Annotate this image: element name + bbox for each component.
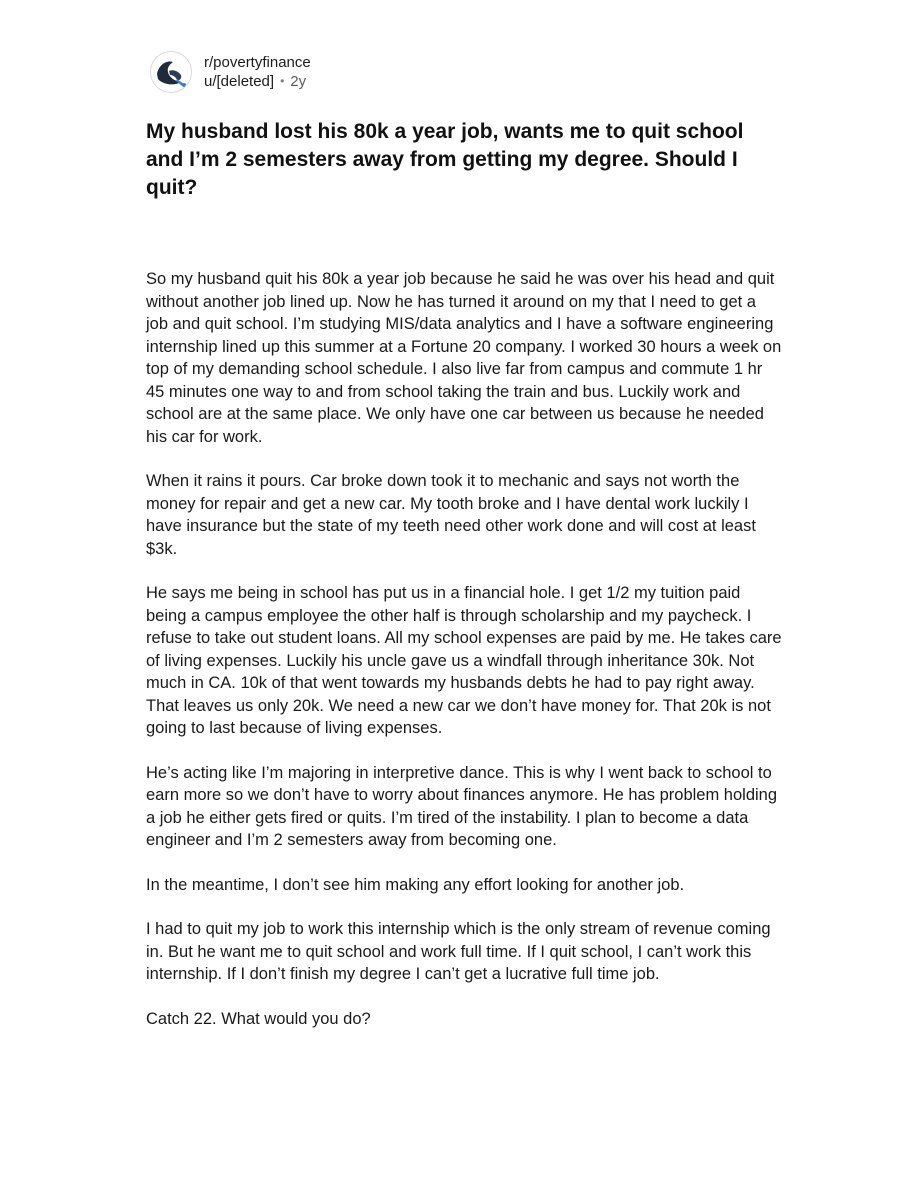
byline [204,72,311,91]
post-title[interactable]: My husband lost his 80k a year job, wants me to quit school and I’m 2 semesters away from getting my degree. Should I quit? [146,120,744,199]
post-meta [204,53,311,91]
subreddit-avatar-icon[interactable] [150,51,192,93]
post-body [146,268,782,1052]
post-paragraph: He says me being in school has put us in a financial hole. I get 1/2 my tuition paid being a campus employee the other half is through scholarship and my paycheck. I refuse to take out student loans. All my school expenses are paid by me. He takes care of living expenses. Luckily his uncle gave us a windfall through inheritance 30k. Not much in CA. 10k of that went towards my husbands debts he had to pay right away. That leaves us only 20k. We need a new car we don’t have money for. That 20k is not going to last because of living expenses. [146,584,782,737]
post-header [150,50,311,94]
post-paragraph: He’s acting like I’m majoring in interpretive dance. This is why I went back to school to earn more so we don’t have to worry about finances anymore. He has problem holding a job he either gets fired or quits. I’m tired of the instability. I plan to become a data engineer and I’m 2 semesters away from becoming one. [146,763,778,849]
post-paragraph: So my husband quit his 80k a year job because he said he was over his head and quit without another job lined up. Now he has turned it around on my that I need to get a job and quit school. I’m studying MIS/data analytics and I have a software engineering internship lined up this summer at a Fortune 20 company. I worked 30 hours a week on top of my demanding school schedule. I also live far from campus and commute 1 hr 45 minutes one way to and from school taking the train and bus. Luckily work and school are at the same place. We only have one car between us because he needed his car for work. [146,270,782,446]
author-link[interactable]: u/[deleted] [204,73,275,90]
post-age: 2y [290,73,307,90]
separator-dot: • [280,74,285,88]
post-paragraph: I had to quit my job to work this internship which is the only stream of revenue coming in. But he want me to quit school and work full time. If I quit school, I can’t work this internship. If I don’t finish my degree I can’t get a lucrative full time job. [146,920,771,983]
subreddit-link[interactable]: r/povertyfinance [204,54,311,71]
post-paragraph: When it rains it pours. Car broke down took it to mechanic and says not worth the money for repair and get a new car. My tooth broke and I have dental work luckily I have insurance but the state of my teeth need other work done and will cost at least $3k. [146,472,756,558]
post-paragraph: Catch 22. What would you do? [146,1009,371,1028]
post-paragraph: In the meantime, I don’t see him making any effort looking for another job. [146,875,685,894]
